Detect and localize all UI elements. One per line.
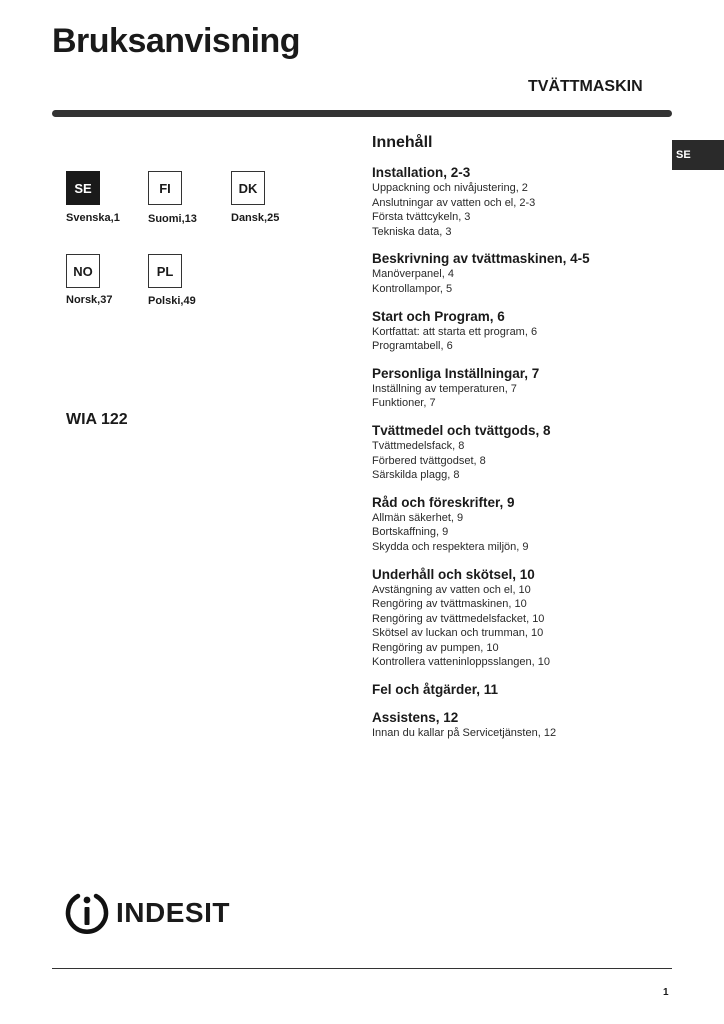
- toc-sub-item[interactable]: Uppackning och nivåjustering, 2: [372, 182, 528, 194]
- toc-section: [372, 250, 672, 296]
- toc-section: [372, 365, 672, 411]
- toc-sub-item[interactable]: Bortskaffning, 9: [372, 526, 449, 539]
- toc-section-title[interactable]: Tvättmedel och tvättgods, 8: [372, 422, 551, 438]
- toc-sub-item[interactable]: Tekniska data, 3: [372, 225, 452, 238]
- toc-sub-item[interactable]: Avstängning av vatten och el, 10: [372, 583, 531, 596]
- toc-section-title[interactable]: Personliga Inställningar, 7: [372, 365, 540, 381]
- indesit-logo-icon: [64, 890, 110, 936]
- language-box-se[interactable]: SE: [66, 171, 100, 205]
- toc-section-title[interactable]: Installation, 2-3: [372, 165, 471, 180]
- brand-logo: [64, 890, 230, 936]
- language-label-fi: Suomi,13: [148, 213, 197, 225]
- toc-section: [372, 422, 672, 483]
- footer-divider: [52, 968, 672, 969]
- toc-sub-item[interactable]: Rengöring av tvättmedelsfacket, 10: [372, 612, 545, 625]
- toc-sub-item[interactable]: Rengöring av pumpen, 10: [372, 641, 499, 654]
- language-box-no[interactable]: NO: [66, 254, 100, 288]
- toc-section-title[interactable]: Beskrivning av tvättmaskinen, 4-5: [372, 251, 590, 267]
- toc-sub-item[interactable]: Skydda och respektera miljön, 9: [372, 540, 529, 553]
- toc-sub-item[interactable]: Funktioner, 7: [372, 397, 436, 410]
- toc-sub-item[interactable]: Tvättmedelsfack, 8: [372, 439, 465, 452]
- toc-sub-item[interactable]: Särskilda plagg, 8: [372, 469, 460, 482]
- toc-section-title[interactable]: Start och Program, 6: [372, 308, 505, 324]
- toc-sub-item[interactable]: Inställning av temperaturen, 7: [372, 382, 517, 395]
- toc-section: [372, 566, 672, 671]
- model-number: WIA 122: [66, 411, 128, 428]
- language-side-tab: SE: [672, 140, 724, 170]
- page-number: 1: [663, 987, 669, 998]
- brand-name: INDESIT: [116, 897, 230, 928]
- toc-sub-item[interactable]: Allmän säkerhet, 9: [372, 511, 464, 524]
- toc-sub-item[interactable]: Kortfattat: att starta ett program, 6: [372, 325, 538, 338]
- header-divider: [52, 110, 672, 117]
- language-label-dk: Dansk,25: [231, 212, 280, 224]
- toc-sub-item[interactable]: Anslutningar av vatten och el, 2-3: [372, 196, 536, 209]
- toc-sub-item[interactable]: Första tvättcykeln, 3: [372, 211, 471, 224]
- language-box-pl[interactable]: PL: [148, 254, 182, 288]
- toc-section-title[interactable]: Assistens, 12: [372, 710, 459, 726]
- toc-section-title[interactable]: Underhåll och skötsel, 10: [372, 566, 535, 582]
- toc-section-title[interactable]: Fel och åtgärder, 11: [372, 682, 499, 698]
- toc-sub-item[interactable]: Rengöring av tvättmaskinen, 10: [372, 598, 527, 611]
- toc-sub-item[interactable]: Kontrollampor, 5: [372, 282, 453, 295]
- toc-sub-item[interactable]: Förbered tvättgodset, 8: [372, 454, 486, 467]
- language-label-se: Svenska,1: [66, 212, 120, 224]
- toc-section-title[interactable]: Råd och föreskrifter, 9: [372, 494, 515, 510]
- language-box-fi[interactable]: FI: [148, 171, 182, 205]
- toc-section: [372, 709, 672, 741]
- toc-sub-item[interactable]: Innan du kallar på Servicetjänsten, 12: [372, 727, 557, 740]
- product-type: TVÄTTMASKIN: [528, 78, 643, 95]
- language-label-pl: Polski,49: [148, 295, 196, 307]
- table-of-contents: [372, 134, 672, 752]
- page-title: Bruksanvisning: [52, 22, 301, 60]
- toc-section: [372, 494, 672, 555]
- toc-sub-item[interactable]: Kontrollera vatteninloppsslangen, 10: [372, 656, 550, 669]
- language-label-no: Norsk,37: [66, 294, 113, 306]
- toc-sub-item[interactable]: Manöverpanel, 4: [372, 268, 454, 281]
- toc-section: [372, 308, 672, 354]
- toc-sub-item[interactable]: Skötsel av luckan och trumman, 10: [372, 627, 544, 640]
- language-box-dk[interactable]: DK: [231, 171, 265, 205]
- toc-section: [372, 681, 672, 698]
- toc-sections: [372, 164, 672, 741]
- toc-sub-item[interactable]: Programtabell, 6: [372, 340, 453, 353]
- toc-title: Innehåll: [372, 134, 433, 151]
- toc-section: [372, 164, 672, 239]
